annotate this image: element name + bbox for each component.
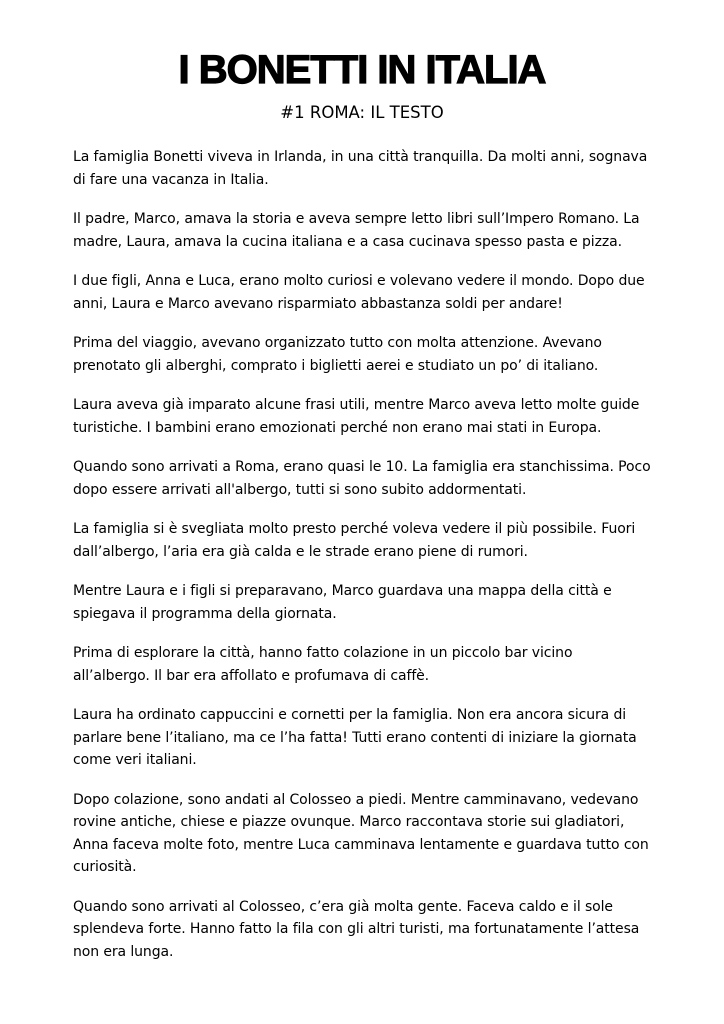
page-title: I BONETTI IN ITALIA (178, 48, 546, 92)
paragraph-5: Laura aveva già imparato alcune frasi utili, mentre Marco aveva letto molte guide turistiche. I bambini erano emozionati perché non erano mai stati in Europa. (73, 397, 640, 436)
paragraph-2: Il padre, Marco, amava la storia e aveva sempre letto libri sull’Impero Romano. La madre, Laura, amava la cucina italiana e a casa cucinava spesso pasta e pizza. (73, 211, 640, 250)
paragraph-12: Quando sono arrivati al Colosseo, c’era già molta gente. Faceva caldo e il sole splendeva forte. Hanno fatto la fila con gli altri turisti, ma fortunatamente l’attesa non era lunga. (73, 898, 640, 960)
paragraph-1: La famiglia Bonetti viveva in Irlanda, in una città tranquilla. Da molti anni, sognava di fare una vacanza in Italia. (73, 149, 648, 188)
page-subtitle: #1 ROMA: IL TESTO (280, 103, 444, 122)
paragraph-3: I due figli, Anna e Luca, erano molto curiosi e volevano vedere il mondo. Dopo due anni, Laura e Marco avevano risparmiato abbastanza soldi per andare! (73, 273, 645, 312)
paragraph-9: Prima di esplorare la città, hanno fatto colazione in un piccolo bar vicino all’albergo. Il bar era affollato e profumava di caffè. (73, 645, 573, 684)
story-text (73, 146, 651, 963)
paragraph-11: Dopo colazione, sono andati al Colosseo a piedi. Mentre camminavano, vedevano rovine antiche, chiese e piazze ovunque. Marco raccontava storie sui gladiatori, Anna faceva molte foto, mentre Luca camminava lentamente e guardava tutto con curiosità. (73, 791, 649, 875)
paragraph-8: Mentre Laura e i figli si preparavano, Marco guardava una mappa della città e spiegava il programma della giornata. (73, 583, 612, 622)
paragraph-10: Laura ha ordinato cappuccini e cornetti per la famiglia. Non era ancora sicura di parlare bene l’italiano, ma ce l’ha fatta! Tutti erano contenti di iniziare la giornata come veri italiani. (73, 707, 637, 768)
paragraph-7: La famiglia si è svegliata molto presto perché voleva vedere il più possibile. Fuori dall’albergo, l’aria era già calda e le strade erano piene di rumori. (73, 521, 636, 560)
paragraph-6: Quando sono arrivati a Roma, erano quasi le 10. La famiglia era stanchissima. Poco dopo essere arrivati all'albergo, tutti si sono subito addormentati. (73, 459, 651, 498)
paragraph-4: Prima del viaggio, avevano organizzato tutto con molta attenzione. Avevano prenotato gli alberghi, comprato i biglietti aerei e studiato un po’ di italiano. (73, 335, 602, 374)
